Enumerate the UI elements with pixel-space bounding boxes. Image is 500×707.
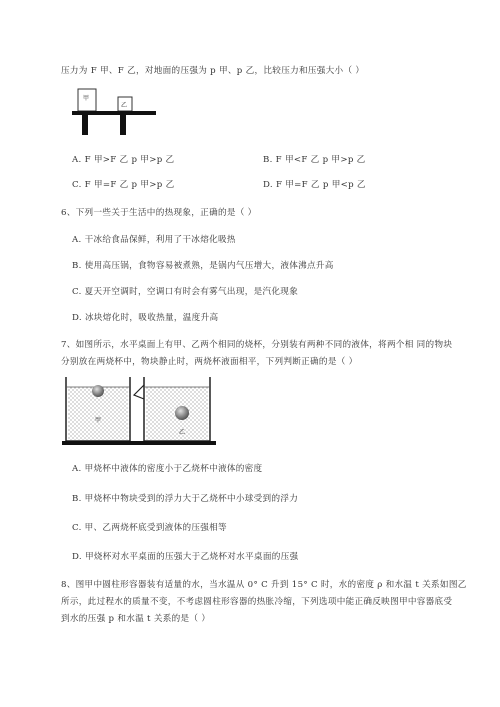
q6-stem: 6、下列一些关于生活中的热现象，正确的是（ ） xyxy=(61,208,257,218)
q5-option-c[interactable]: C. F 甲=F 乙 p 甲>p 乙 xyxy=(72,180,175,190)
q5-option-b[interactable]: B. F 甲<F 乙 p 甲>p 乙 xyxy=(263,155,366,165)
q5-option-d[interactable]: D. F 甲=F 乙 p 甲<p 乙 xyxy=(263,180,366,190)
q5-figure xyxy=(70,85,170,135)
q7-fig-label-a: 甲 xyxy=(95,417,102,424)
q7-stem-line1: 7、如图所示，水平桌面上有甲、乙两个相同的烧杯，分别装有两种不同的液体，将两个相 同的物块 xyxy=(61,340,453,350)
q8-line2: 所示，此过程水的质量不变，不考虑圆柱形容器的热胀冷缩，下列选项中能正确反映图甲中容器底受 xyxy=(61,597,453,607)
q6-option-a[interactable]: A. 干冰给食品保鲜，利用了干冰熔化吸热 xyxy=(72,235,236,245)
q7-option-c[interactable]: C. 甲、乙两烧杯底受到液体的压强相等 xyxy=(72,523,227,533)
q7-figure xyxy=(62,375,222,445)
q7-option-a[interactable]: A. 甲烧杯中液体的密度小于乙烧杯中液体的密度 xyxy=(72,464,263,474)
q5-stem: 压力为 F 甲、F 乙，对地面的压强为 p 甲、p 乙，比较压力和压强大小（ ） xyxy=(61,66,365,76)
q7-fig-label-b: 乙 xyxy=(179,429,186,436)
q6-option-c[interactable]: C. 夏天开空调时，空调口有时会有雾气出现，是汽化现象 xyxy=(72,287,299,297)
q8-line3: 到水的压强 p 和水温 t 关系的是（ ） xyxy=(61,614,211,624)
q7-option-b[interactable]: B. 甲烧杯中物块受到的浮力大于乙烧杯中小球受到的浮力 xyxy=(72,494,299,504)
q7-stem-line2: 分别放在两烧杯中，物块静止时，两烧杯液面相平，下列判断正确的是（ ） xyxy=(61,357,358,367)
q8-line1: 8、图甲中圆柱形容器装有适量的水，当水温从 0° C 升到 15° C 时，水的密度 ρ 和水温 t 关系如图乙 xyxy=(61,580,467,590)
q7-option-d[interactable]: D. 甲烧杯对水平桌面的压强大于乙烧杯对水平桌面的压强 xyxy=(72,552,299,562)
q5-option-a[interactable]: A. F 甲>F 乙 p 甲>p 乙 xyxy=(72,155,175,165)
q5-fig-label-b: 乙 xyxy=(121,102,128,109)
q6-option-d[interactable]: D. 冰块熔化时，吸收热量，温度升高 xyxy=(72,313,219,323)
q6-option-b[interactable]: B. 使用高压锅，食物容易被煮熟，是锅内气压增大，液体沸点升高 xyxy=(72,261,334,271)
q5-fig-label-a: 甲 xyxy=(83,95,90,102)
